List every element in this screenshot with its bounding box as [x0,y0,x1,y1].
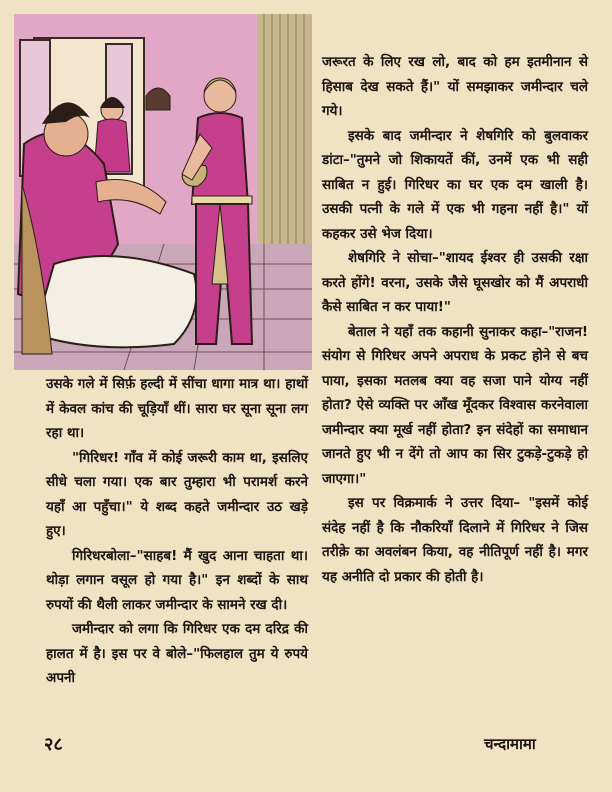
paragraph: जरूरत के लिए रख लो, बाद को हम इतमीनान से हिसाब देख सकते हैं।" यों समझाकर जमीन्दार चले गये। [322,54,588,119]
paragraph: जमीन्दार को लगा कि गिरिधर एक दम दरिद्र की हालत में है। इस पर वे बोले–"फिलहाल तुम ये रुपये अपनी [46,621,308,686]
illustration-drawing [14,14,312,370]
paragraph: बेताल ने यहाँ तक कहानी सुनाकर कहा–"राजन! संयोग से गिरिधर अपने अपराध के प्रकट होने से बच पाया, इसका मतलब क्या वह सजा पाने योग्य नहीं होता? ऐसे व्यक्ति पर आँख मूँदकर विश्वास करनेवाला जमीन्दार क्या मूर्ख नहीं होता? इन संदेहों का समाधान जानते हुए भी न देंगे तो आप का सिर टुकड़े-टुकड़े हो जाएगा।" [322,323,588,487]
paragraph: इस पर विक्रमार्क ने उत्तर दिया– "इसमें कोई संदेह नहीं है कि नौकरियाँ दिलाने में गिरिधर ने जिस तरीक़े का अवलंबन किया, वह नीतिपूर्ण नहीं है। मगर यह अनीति दो प्रकार की होती है। [322,495,588,585]
left-text-column [46,372,308,691]
paragraph: "गिरिधर! गाँव में कोई जरूरी काम था, इसलिए सीधे चला गया। एक बार तुम्हारा भी परामर्श करने यहाँ आ पहुँचा।" ये शब्द कहते जमीन्दार उठ खड़े हुए। [46,449,308,539]
magazine-name: चन्दामामा [484,735,536,753]
page-number: २८ [44,734,63,755]
paragraph: इसके बाद जमीन्दार ने शेषगिरि को बुलवाकर डांटा–"तुमने जो शिकायतें कीं, उनमें एक भी सही साबित न हुई। गिरिधर का घर एक दम खाली है। उसकी पत्नी के गले में एक भी गहना नहीं है।" यों कहकर उसे भेज दिया। [322,127,588,242]
story-illustration [14,14,312,370]
paragraph: गिरिधरबोला–"साहब! मैं खुद आना चाहता था। थोड़ा लगान वसूल हो गया है।" इन शब्दों के साथ रुपयों की थैली लाकर जमीन्दार के सामने रख दी। [46,547,308,613]
right-text-column [322,50,588,589]
paragraph: शेषगिरि ने सोचा–"शायद ईश्वर ही उसकी रक्षा करते होंगे! वरना, उसके जैसे घूसखोर को मैं अपराधी कैसे साबित न कर पाया!" [322,250,588,315]
paragraph: उसके गले में सिर्फ़ हल्दी में सींचा धागा मात्र था। हाथों में केवल कांच की चूड़ियाँ थीं। सारा घर सूना सूना लग रहा था। [46,376,308,441]
